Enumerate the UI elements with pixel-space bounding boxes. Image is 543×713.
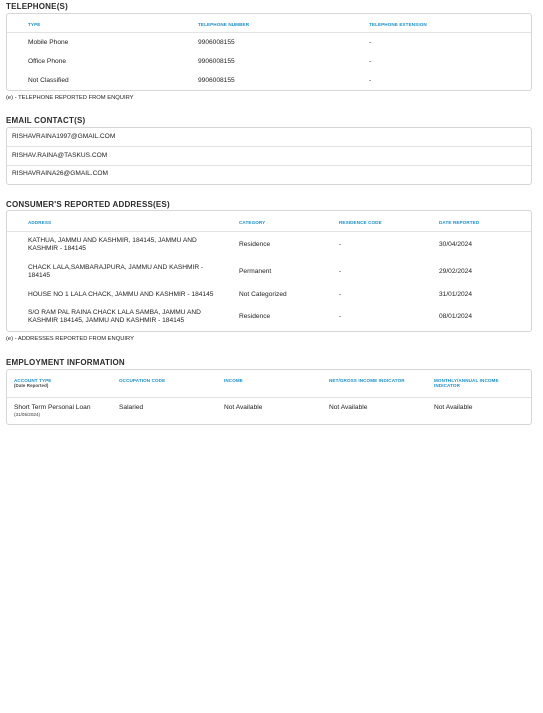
address-section-title: CONSUMER'S REPORTED ADDRESS(ES) (6, 200, 170, 209)
employment-row-monthly-annual: Not Available (434, 404, 473, 411)
divider (7, 397, 531, 398)
address-row-date: 30/04/2024 (439, 241, 473, 248)
employment-row-occupation: Salaried (119, 404, 144, 411)
address-row-category: Not Categorized (239, 291, 287, 298)
telephone-section-title: TELEPHONE(S) (6, 2, 68, 11)
employment-header-monthly-annual: MONTHLY/ANNUAL INCOME INDICATOR (434, 378, 499, 388)
employment-header-net-gross: NET/GROSS INCOME INDICATOR (329, 378, 405, 383)
address-row-residence-code: - (339, 268, 342, 275)
telephone-row-number: 9906008155 (198, 77, 235, 84)
address-note: (e) - ADDRESSES REPORTED FROM ENQUIRY (6, 336, 134, 342)
email-item: RISHAVRAINA26@GMAIL.COM (12, 170, 108, 177)
divider (7, 146, 531, 147)
address-row-address: HOUSE NO 1 LALA CHACK, JAMMU AND KASHMIR - 184145 (28, 291, 214, 298)
divider (7, 32, 531, 33)
telephone-row-type: Office Phone (28, 58, 67, 65)
employment-header-account-type-label: ACCOUNT TYPE (14, 378, 52, 383)
address-row-date: 08/01/2024 (439, 313, 473, 320)
address-header-residence-code: RESIDENCE CODE (339, 220, 382, 225)
address-header-category: CATEGORY (239, 220, 266, 225)
employment-row-account-type (14, 404, 114, 417)
email-item: RISHAVRAINA1997@GMAIL.COM (12, 133, 116, 140)
email-item: RISHAV.RAINA@TASKUS.COM (12, 152, 108, 159)
telephone-row-extension: - (369, 77, 372, 84)
address-row-date: 31/01/2024 (439, 291, 473, 298)
telephone-header-number: TELEPHONE NUMBER (198, 22, 250, 27)
email-section-title: EMAIL CONTACT(S) (6, 116, 86, 125)
employment-row-net-gross: Not Available (329, 404, 368, 411)
address-row-address: S/O RAM PAL RAINA CHACK LALA SAMBA, JAMMU AND KASHMIR 184145, JAMMU AND KASHMIR - 184145 (28, 309, 201, 324)
address-row-category: Permanent (239, 268, 272, 275)
telephone-row-number: 9906008155 (198, 39, 235, 46)
divider (7, 231, 531, 232)
employment-header-income: INCOME (224, 378, 243, 383)
telephone-row-extension: - (369, 39, 372, 46)
address-row-residence-code: - (339, 313, 342, 320)
telephone-table (6, 13, 532, 91)
telephone-row-type: Mobile Phone (28, 39, 69, 46)
address-row-residence-code: - (339, 241, 342, 248)
employment-row-income: Not Available (224, 404, 263, 411)
employment-header-account-type (14, 378, 109, 388)
address-row-date: 29/02/2024 (439, 268, 473, 275)
employment-table (6, 369, 532, 425)
telephone-note: (e) - TELEPHONE REPORTED FROM ENQUIRY (6, 95, 134, 101)
employment-section-title: EMPLOYMENT INFORMATION (6, 358, 125, 367)
telephone-row-number: 9906008155 (198, 58, 235, 65)
address-row-residence-code: - (339, 291, 342, 298)
address-header-address: ADDRESS (28, 220, 52, 225)
address-row-category: Residence (239, 313, 271, 320)
address-row-address: KATHUA, JAMMU AND KASHMIR, 184145, JAMMU AND KASHMIR - 184145 (28, 237, 197, 252)
telephone-header-extension: TELEPHONE EXTENSION (369, 22, 427, 27)
telephone-row-extension: - (369, 58, 372, 65)
address-header-date-reported: DATE REPORTED (439, 220, 480, 225)
employment-account-type-value: Short Term Personal Loan (14, 404, 91, 411)
address-table (6, 210, 532, 332)
divider (7, 165, 531, 166)
employment-header-account-type-sub: (Date Reported) (14, 383, 49, 388)
employment-header-occupation: OCCUPATION CODE (119, 378, 166, 383)
telephone-row-type: Not Classified (28, 77, 69, 84)
telephone-header-type: TYPE (28, 22, 41, 27)
employment-date-reported: (31/05/2024) (14, 411, 41, 417)
address-row-category: Residence (239, 241, 271, 248)
address-row-address: CHACK LALA,SAMBARAJPURA, JAMMU AND KASHMIR - 184145 (28, 264, 204, 279)
